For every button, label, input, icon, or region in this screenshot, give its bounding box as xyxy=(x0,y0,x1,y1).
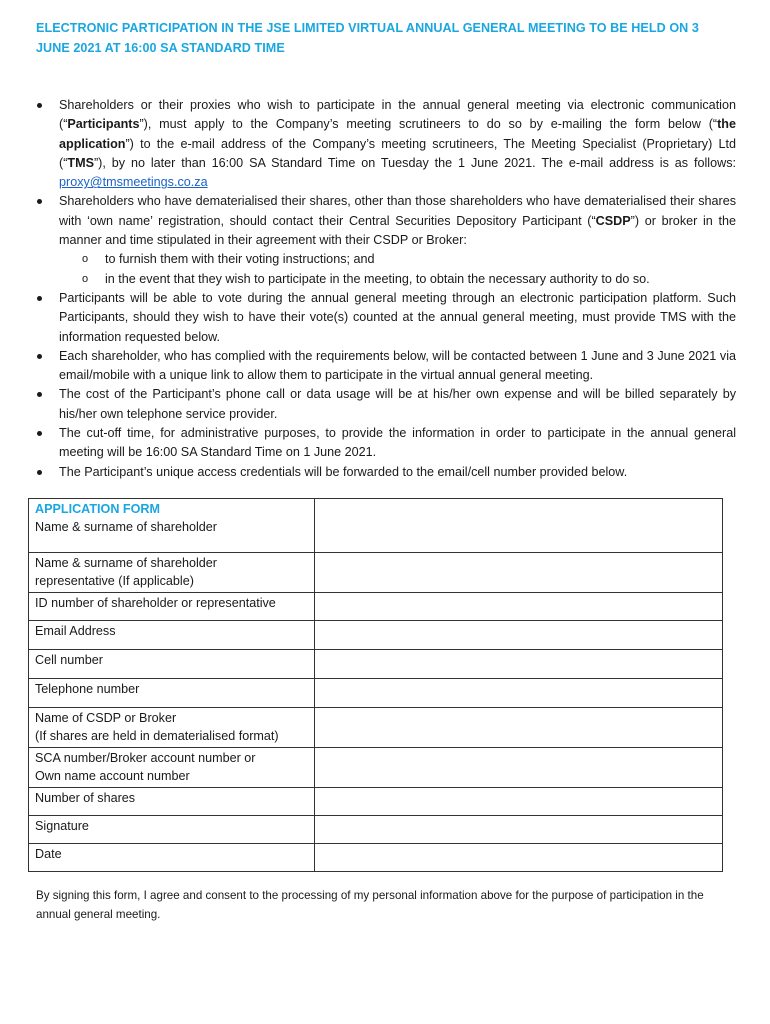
form-label-cell xyxy=(29,553,315,593)
form-label: (If shares are held in dematerialised format) xyxy=(35,729,279,743)
list-item xyxy=(36,192,736,288)
form-input-cell-representative-name[interactable] xyxy=(315,553,723,593)
bullet-1-text-a: Shareholders or their proxies who wish to participate in the annual general meeting via electronic communication (“ xyxy=(59,98,736,132)
term-participants: Participants xyxy=(67,117,140,132)
form-label: Name & surname of shareholder xyxy=(35,556,218,570)
form-label-cell: Number of shares xyxy=(29,788,315,816)
bullet-1-text-c: ”) to the e-mail address of the Company’s meeting scrutineers, The Meeting Specialist (Proprietary) Ltd (“ xyxy=(59,136,736,170)
table-row xyxy=(29,844,723,872)
term-tms: TMS xyxy=(67,155,94,170)
list-item: The Participant’s unique access credentials will be forwarded to the email/cell number provided below. xyxy=(36,463,736,482)
term-the-application: the application xyxy=(59,117,736,151)
table-row xyxy=(29,650,723,679)
document-title: ELECTRONIC PARTICIPATION IN THE JSE LIMITED VIRTUAL ANNUAL GENERAL MEETING TO BE HELD ON 3 JUNE 2021 AT 16:00 SA STANDARD TIME xyxy=(36,21,699,55)
form-input-cell-number-of-shares[interactable] xyxy=(315,788,723,816)
table-row xyxy=(29,553,723,593)
table-row xyxy=(29,499,723,553)
table-row xyxy=(29,621,723,650)
form-input-cell-date[interactable] xyxy=(315,844,723,872)
form-label-cell xyxy=(29,499,315,553)
form-label: Name & surname of shareholder xyxy=(35,520,218,534)
list-item: Participants will be able to vote during the annual general meeting through an electronic participation platform. Such Participants, should they wish to have their vote(s) counted at the annual general meeting, must provide TMS with the information requested below. xyxy=(36,289,736,347)
term-csdp: CSDP xyxy=(595,213,631,228)
form-label-cell: Telephone number xyxy=(29,679,315,708)
form-input-cell-account-number[interactable] xyxy=(315,748,723,788)
form-input-cell-telephone[interactable] xyxy=(315,679,723,708)
table-row xyxy=(29,708,723,748)
form-input-cell-cell-number[interactable] xyxy=(315,650,723,679)
form-label-cell: ID number of shareholder or representative xyxy=(29,593,315,621)
form-label: Own name account number xyxy=(35,769,190,783)
table-row xyxy=(29,748,723,788)
form-input-cell-shareholder-name[interactable] xyxy=(315,499,723,553)
instructions-list xyxy=(36,96,736,482)
table-row xyxy=(29,679,723,708)
bullet-2-text-a: Shareholders who have dematerialised their shares, other than those shareholders who have dematerialised their shares with ‘own name’ registration, should contact their Central Securities Depository Participant (“ xyxy=(59,194,736,228)
form-label: Name of CSDP or Broker xyxy=(35,711,177,725)
form-label-cell: Cell number xyxy=(29,650,315,679)
table-row xyxy=(29,816,723,844)
sub-list xyxy=(59,250,736,289)
list-item: Each shareholder, who has complied with the requirements below, will be contacted between 1 June and 3 June 2021 via email/mobile with a unique link to allow them to participate in the virtual annual general meeting. xyxy=(36,347,736,386)
form-heading: APPLICATION FORM xyxy=(35,502,160,516)
table-row xyxy=(29,593,723,621)
form-input-cell-email[interactable] xyxy=(315,621,723,650)
bullet-1-text-d: ”), by no later than 16:00 SA Standard Time on Tuesday the 1 June 2021. The e-mail address is as follows: xyxy=(93,155,736,170)
form-label-cell xyxy=(29,708,315,748)
sub-list-item: o to furnish them with their voting instructions; and xyxy=(59,250,736,269)
form-label: SCA number/Broker account number or xyxy=(35,751,256,765)
email-link[interactable]: proxy@tmsmeetings.co.za xyxy=(59,175,208,190)
form-input-cell-id-number[interactable] xyxy=(315,593,723,621)
consent-statement: By signing this form, I agree and consent to the processing of my personal information above for the purpose of participation in the annual general meeting. xyxy=(36,889,704,921)
application-form-table xyxy=(28,498,723,872)
form-label-cell xyxy=(29,748,315,788)
form-label-cell: Email Address xyxy=(29,621,315,650)
bullet-2-text-b: ”) or broker in the manner and time stipulated in their agreement with their CSDP or Broker: xyxy=(59,213,736,248)
form-input-cell-signature[interactable] xyxy=(315,816,723,844)
form-input-cell-csdp-broker[interactable] xyxy=(315,708,723,748)
form-label: representative (If applicable) xyxy=(35,574,194,588)
bullet-1-text-b: ”), must apply to the Company’s meeting scrutineers to do so by e-mailing the form below (“ xyxy=(139,117,718,132)
list-item xyxy=(36,96,736,192)
form-label-cell: Date xyxy=(29,844,315,872)
list-item: The cut-off time, for administrative purposes, to provide the information in order to participate in the annual general meeting will be 16:00 SA Standard Time on 1 June 2021. xyxy=(36,424,736,463)
sub-list-item: o in the event that they wish to participate in the meeting, to obtain the necessary authority to do so. xyxy=(59,270,736,289)
list-item: The cost of the Participant’s phone call or data usage will be at his/her own expense and will be billed separately by his/her own telephone service provider. xyxy=(36,385,736,424)
form-label-cell: Signature xyxy=(29,816,315,844)
table-row xyxy=(29,788,723,816)
